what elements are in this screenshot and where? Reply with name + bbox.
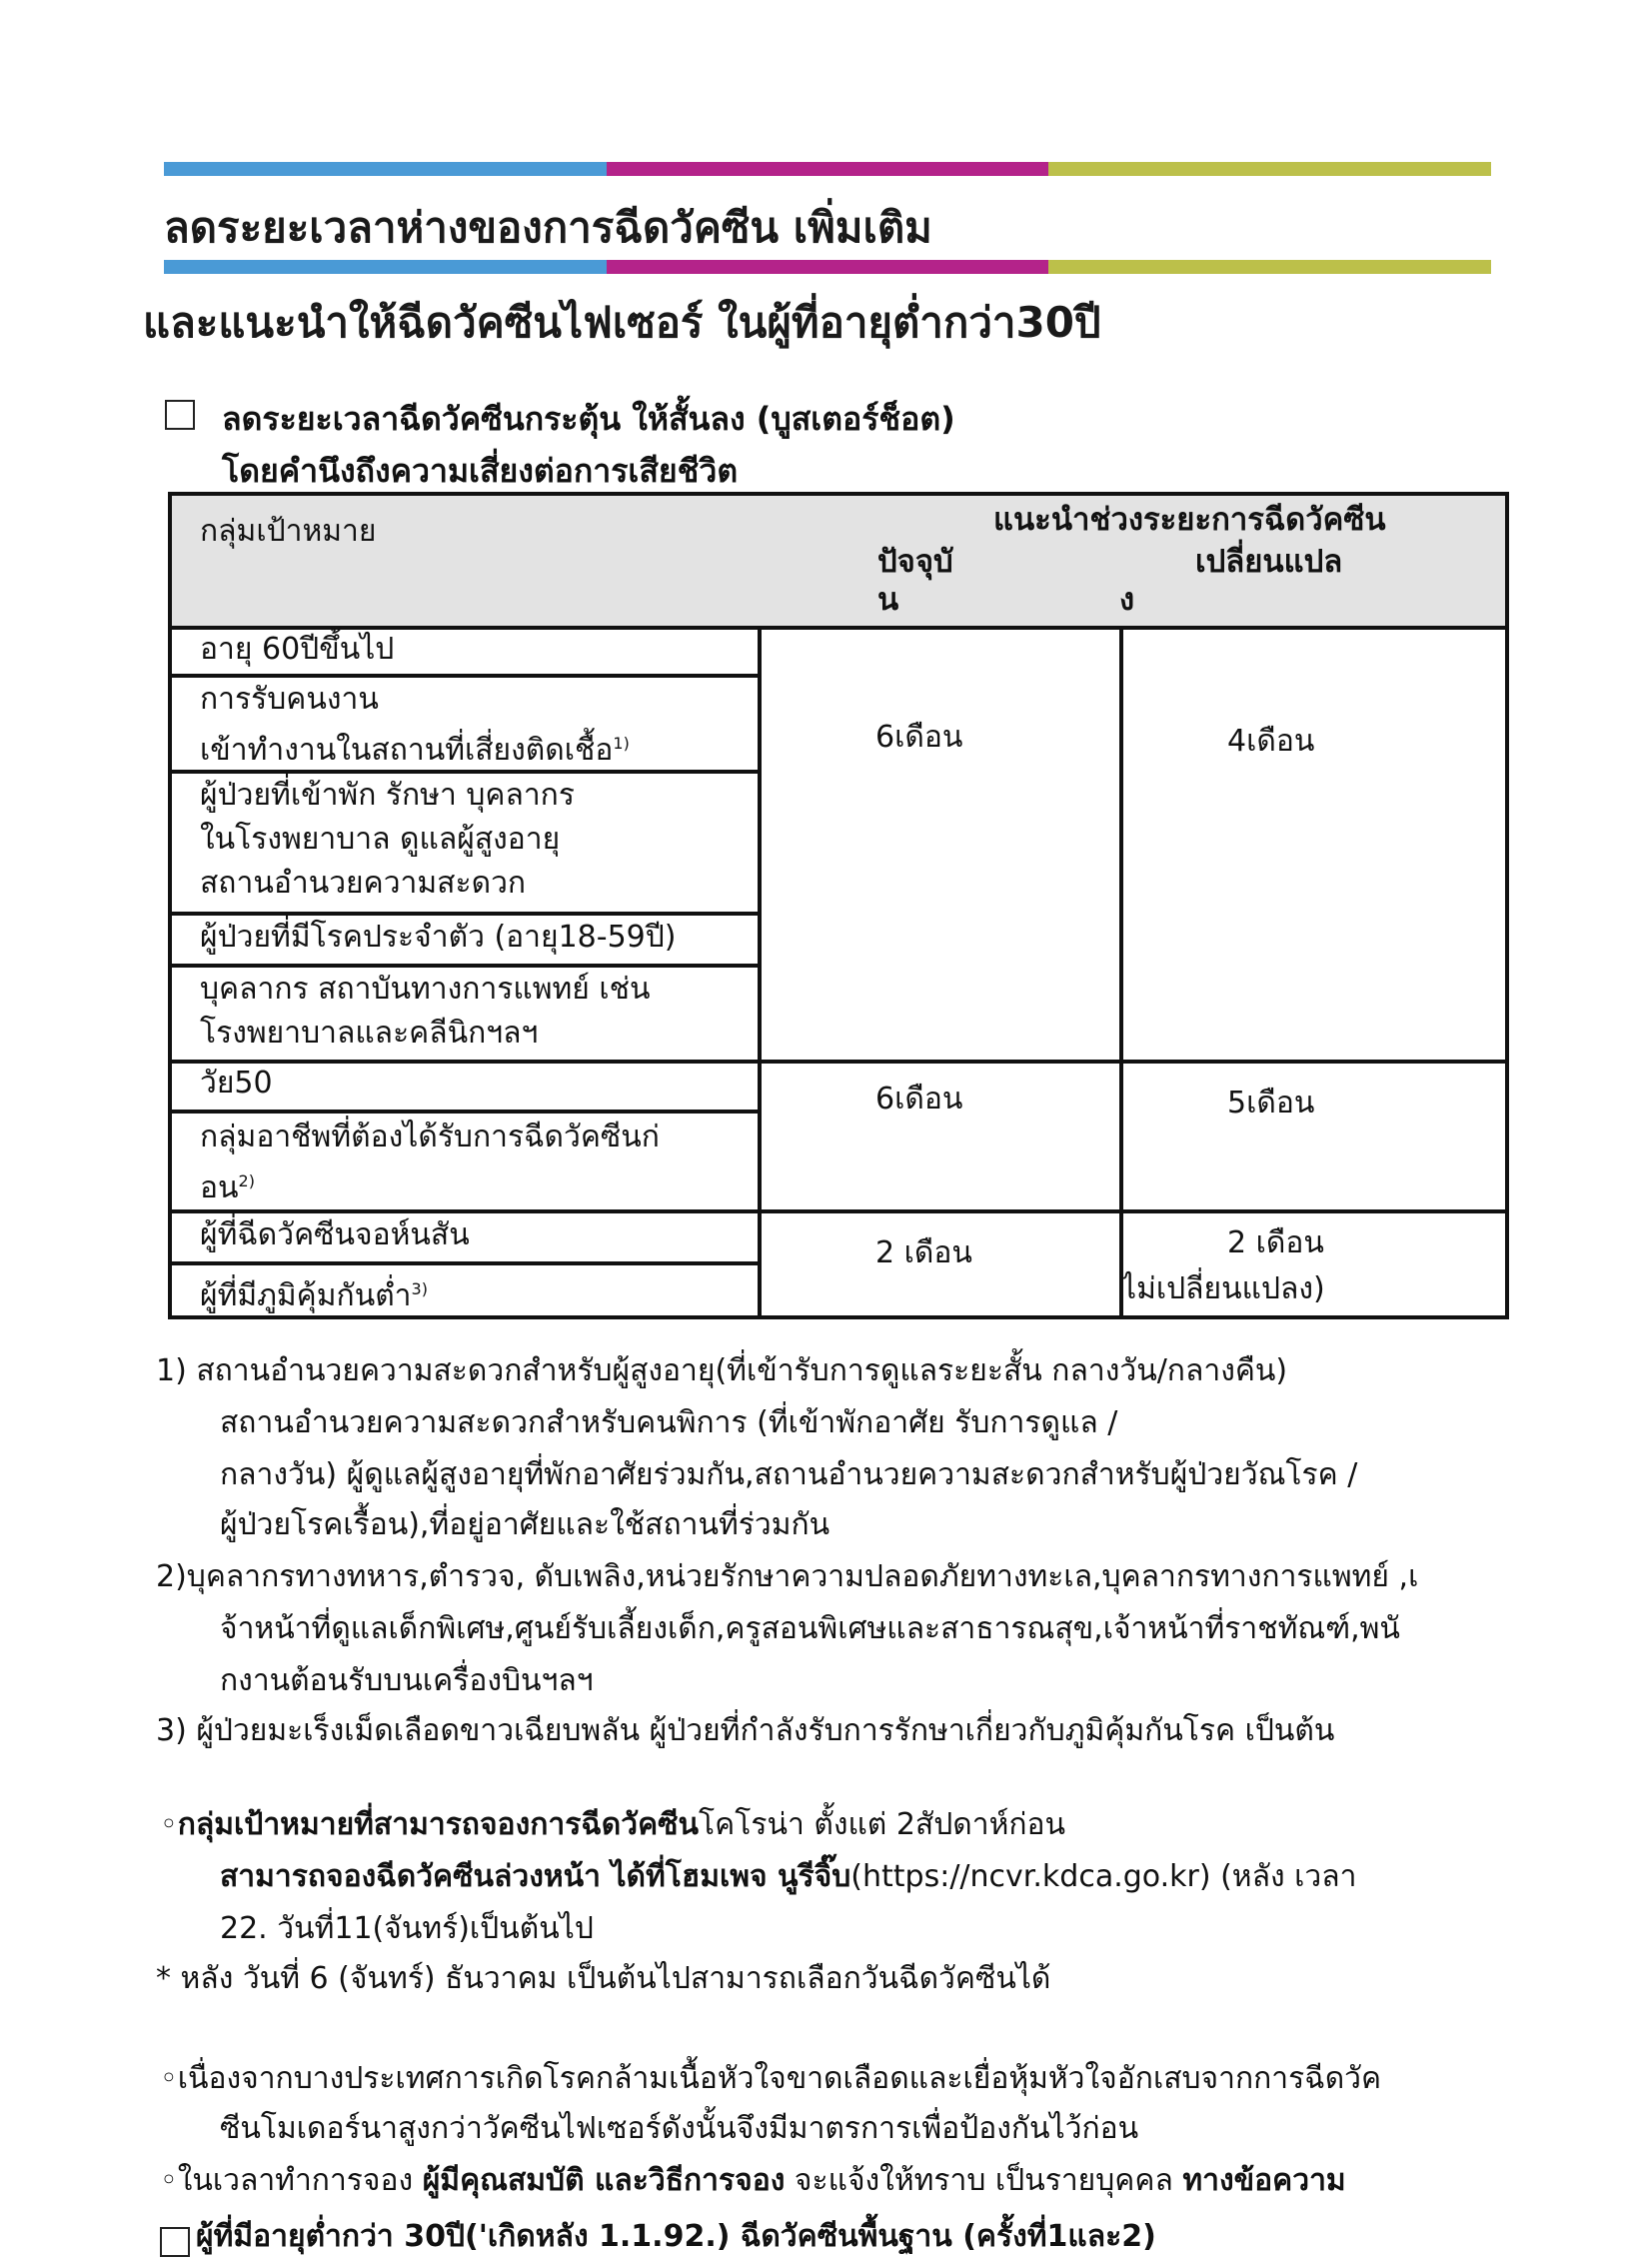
footnote-2-line-1: 2)บุคลากรทางทหาร,ตำรวจ, ดับเพลิง,หน่วยรักษาความปลอดภัยทางทะเล,บุคลากรทางการแพทย์ ,เ bbox=[156, 1559, 1419, 1594]
stripe-olive bbox=[1048, 260, 1491, 274]
stripe-olive bbox=[1048, 162, 1491, 176]
header-target-label: กลุ่มเป้าหมาย bbox=[200, 514, 377, 549]
section-checkbox bbox=[165, 400, 195, 430]
vaccine-interval-table bbox=[168, 492, 1509, 1319]
notice-line-2: ซีนโมเดอร์นาสูงกว่าวัคซีนไฟเซอร์ดังนั้นจึงมีมาตรการเพื่อป้องกันไว้ก่อน bbox=[220, 2111, 1139, 2146]
table-row bbox=[168, 674, 762, 774]
row-text: วัย50 bbox=[200, 1066, 273, 1101]
notice-line-3: ◦ในเวลาทำการจอง ผู้มีคุณสมบัติ และวิธีการจอง จะแจ้งให้ทราบ เป็นรายบุคคล ทางข้อความ bbox=[160, 2163, 1346, 2198]
header-current-cell bbox=[758, 542, 1123, 630]
table-row bbox=[168, 1110, 762, 1213]
table-row bbox=[168, 912, 762, 968]
bottom-color-stripe bbox=[164, 260, 1491, 274]
group2-current-cell bbox=[758, 1060, 1123, 1213]
section-heading-line-1: ลดระยะเวลาฉีดวัคซีนกระตุ้น ให้สั้นลง (บูสเตอร์ช็อต) bbox=[222, 400, 955, 438]
footnote-1-line-3: กลางวัน) ผู้ดูแลผู้สูงอายุที่พักอาศัยร่วมกัน,สถานอำนวยความสะดวกสำหรับผู้ป่วยวัณโรค / bbox=[220, 1457, 1358, 1492]
row-text: กลุ่มอาชีพที่ต้องได้รับการฉีดวัคซีนก่ bbox=[200, 1120, 660, 1154]
group1-current-value: 6เดือน bbox=[875, 720, 963, 755]
top-color-stripe bbox=[164, 162, 1491, 176]
row-text: บุคลากร สถาบันทางการแพทย์ เช่น bbox=[200, 972, 651, 1007]
group3-changed-cell bbox=[1119, 1209, 1509, 1319]
header-changed-label-2: ง bbox=[1119, 582, 1135, 618]
row-text: โรงพยาบาลและคลีนิกฯลฯ bbox=[200, 1016, 539, 1051]
group1-current-cell bbox=[758, 626, 1123, 1064]
row-text: ผู้ที่ฉีดวัคซีนจอห์นสัน bbox=[200, 1217, 470, 1252]
stripe-blue bbox=[164, 260, 607, 274]
stripe-blue bbox=[164, 162, 607, 176]
row-text: สถานอำนวยความสะดวก bbox=[200, 866, 527, 901]
footnote-1-line-2: สถานอำนวยความสะดวกสำหรับคนพิการ (ที่เข้าพักอาศัย รับการดูแล / bbox=[220, 1405, 1118, 1440]
stripe-magenta bbox=[607, 260, 1049, 274]
section2-heading: ผู้ที่มีอายุต่ำกว่า 30ปี('เกิดหลัง 1.1.92.) ฉีดวัคซีนพื้นฐาน (ครั้งที่1และ2) bbox=[196, 2219, 1156, 2254]
row-text: อายุ 60ปีขึ้นไป bbox=[200, 632, 395, 667]
footnote-2-line-2: จ้าหน้าที่ดูแลเด็กพิเศษ,ศูนย์รับเลี้ยงเด็ก,ครูสอนพิเศษและสาธารณสุข,เจ้าหน้าที่ราชทัณฑ์,พนั bbox=[220, 1611, 1400, 1646]
row-text: เข้าทำงานในสถานที่เสี่ยงติดเชื้อ$^{1)}$ bbox=[200, 733, 630, 768]
group2-changed-cell bbox=[1119, 1060, 1509, 1213]
table-row bbox=[168, 1060, 762, 1114]
footnote-3: 3) ผู้ป่วยมะเร็งเม็ดเลือดขาวเฉียบพลัน ผู้ป่วยที่กำลังรับการรักษาเกี่ยวกับภูมิคุ้มกันโรค เป็นต้น bbox=[156, 1713, 1335, 1748]
row-text: ในโรงพยาบาล ดูแลผู้สูงอายุ bbox=[200, 822, 561, 857]
group3-current-cell bbox=[758, 1209, 1123, 1319]
booking-line-1: ◦กลุ่มเป้าหมายที่สามารถจองการฉีดวัคซีนโคโรน่า ตั้งแต่ 2สัปดาห์ก่อน bbox=[160, 1807, 1066, 1842]
title-line-1: ลดระยะเวลาห่างของการฉีดวัคซีน เพิ่มเติม bbox=[164, 203, 932, 252]
booking-line-3: 22. วันที่11(จันทร์)เป็นต้นไป bbox=[220, 1911, 594, 1946]
footnote-1-line-4: ผู้ป่วยโรคเรื้อน),ที่อยู่อาศัยและใช้สถานที่ร่วมกัน bbox=[220, 1507, 830, 1542]
group1-changed-cell bbox=[1119, 626, 1509, 1064]
bullet-icon: ◦ bbox=[160, 1807, 178, 1842]
group3-current-value: 2 เดือน bbox=[875, 1235, 972, 1270]
table-row bbox=[168, 1209, 762, 1265]
table-row bbox=[168, 626, 762, 678]
header-changed-label: เปลี่ยนแปล bbox=[1195, 544, 1343, 580]
booking-line-2: สามารถจองฉีดวัคซีนล่วงหน้า ได้ที่โฮมเพจ นูรีจิ๊บ(https://ncvr.kdca.go.kr) (หลัง เวลา bbox=[220, 1859, 1357, 1894]
notice-line-1: ◦เนื่องจากบางประเทศการเกิดโรคกล้ามเนื้อหัวใจขาดเลือดและเยื่อหุ้มหัวใจอักเสบจากการฉีดวัค bbox=[160, 2061, 1382, 2096]
table-row bbox=[168, 1261, 762, 1319]
footnote-1-line-1: 1) สถานอำนวยความสะดวกสำหรับผู้สูงอายุ(ที่เข้ารับการดูแลระยะสั้น กลางวัน/กลางคืน) bbox=[156, 1353, 1288, 1388]
row-text: ผู้ป่วยที่เข้าพัก รักษา บุคลากร bbox=[200, 778, 575, 813]
row-text: ผู้ที่มีภูมิคุ้มกันต่ำ$^{3)}$ bbox=[200, 1278, 428, 1313]
row-text: อน$^{2)}$ bbox=[200, 1170, 255, 1205]
group3-changed-note: ไม่เปลี่ยนแปลง) bbox=[1121, 1271, 1325, 1306]
table-row bbox=[168, 770, 762, 916]
title-line-2: และแนะนำให้ฉีดวัคซีนไฟเซอร์ ในผู้ที่อายุต่ำกว่า30ปี bbox=[143, 298, 1101, 347]
row-text: ผู้ป่วยที่มีโรคประจำตัว (อายุ18-59ปี) bbox=[200, 920, 677, 955]
row-text: การรับคนงาน bbox=[200, 682, 379, 717]
table-row bbox=[168, 964, 762, 1064]
group1-changed-value: 4เดือน bbox=[1227, 724, 1315, 759]
stripe-magenta bbox=[607, 162, 1049, 176]
booking-line-4: * หลัง วันที่ 6 (จันทร์) ธันวาคม เป็นต้นไปสามารถเลือกวันฉีดวัคซีนได้ bbox=[156, 1961, 1051, 1996]
header-target-cell bbox=[168, 492, 762, 630]
group2-current-value: 6เดือน bbox=[875, 1082, 963, 1117]
section-heading-line-2: โดยคำนึงถึงความเสี่ยงต่อการเสียชีวิต bbox=[222, 452, 739, 490]
header-recommend-label: แนะนำช่วงระยะการฉีดวัคซีน bbox=[993, 502, 1386, 538]
header-changed-cell bbox=[1119, 542, 1509, 630]
header-current-label: ปัจจุบั bbox=[877, 544, 953, 580]
header-current-label-2: น bbox=[877, 582, 899, 618]
group2-changed-value: 5เดือน bbox=[1227, 1086, 1315, 1121]
group3-changed-value: 2 เดือน bbox=[1227, 1225, 1324, 1260]
section2-checkbox bbox=[160, 2227, 190, 2257]
header-recommend-cell bbox=[758, 492, 1509, 546]
footnote-2-line-3: กงานต้อนรับบนเครื่องบินฯลฯ bbox=[220, 1663, 594, 1698]
